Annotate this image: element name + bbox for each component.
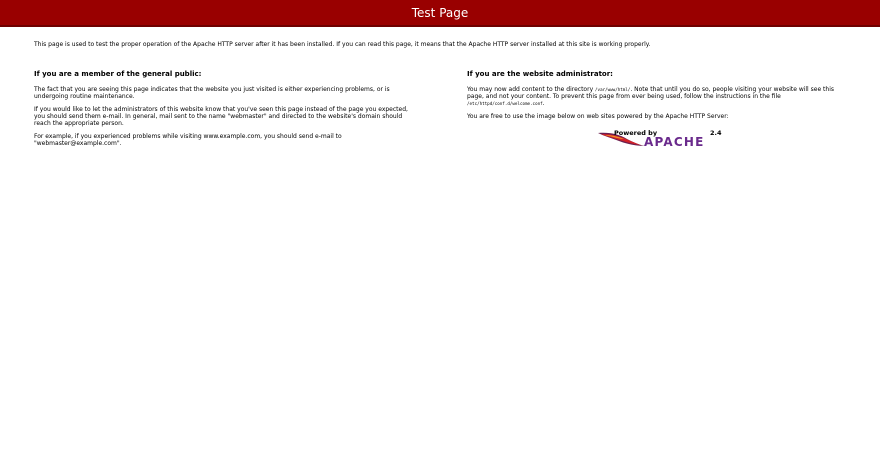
administrator-section bbox=[467, 70, 852, 149]
general-public-paragraph-1: The fact that you are seeing this page indicates that the website you just visited is either experiencing problems, or is undergoing routine maintenance. bbox=[34, 86, 390, 101]
apache-wordmark: APACHE bbox=[644, 135, 705, 150]
general-public-section bbox=[34, 70, 419, 153]
general-public-heading: If you are a member of the general public: bbox=[34, 70, 202, 78]
administrator-paragraph-2: You are free to use the image below on web sites powered by the Apache HTTP Server: bbox=[467, 113, 729, 121]
administrator-heading: If you are the website administrator: bbox=[467, 70, 613, 78]
page-title: Test Page bbox=[411, 6, 469, 20]
powered-by-text: Powered by bbox=[614, 129, 658, 138]
administrator-paragraph-1 bbox=[467, 86, 852, 108]
general-public-paragraph-2: If you would like to let the administrators of this website know that you've seen this page instead of the page you expected, you should send them e-mail. In general, mail sent to the name "webmaster" and directed to the website's domain should reach the appropriate person. bbox=[34, 105, 408, 128]
general-public-paragraph-3: For example, if you experienced problems while visiting www.example.com, you should send e-mail to "webmaster@example.com". bbox=[34, 133, 342, 148]
page-header bbox=[0, 0, 880, 27]
web-root-path: /var/www/html/ bbox=[595, 87, 631, 92]
admin-text-part-a: You may now add content to the directory bbox=[467, 86, 596, 93]
intro-text: This page is used to test the proper operation of the Apache HTTP server after it has been installed. If you can read this page, it means that the Apache HTTP server installed at this site is working properly. bbox=[34, 41, 651, 48]
admin-text-part-b: . Note that until you do so, people visiting your website will see this page, and not your content. To prevent this page from ever being used, follow the instructions in the file bbox=[467, 86, 834, 101]
apache-feather-icon bbox=[597, 127, 727, 149]
welcome-conf-path: /etc/httpd/conf.d/welcome.conf bbox=[467, 101, 543, 107]
powered-by-apache-logo bbox=[597, 127, 727, 149]
apache-version: 2.4 bbox=[710, 129, 722, 138]
admin-text-part-c: . bbox=[542, 100, 545, 108]
